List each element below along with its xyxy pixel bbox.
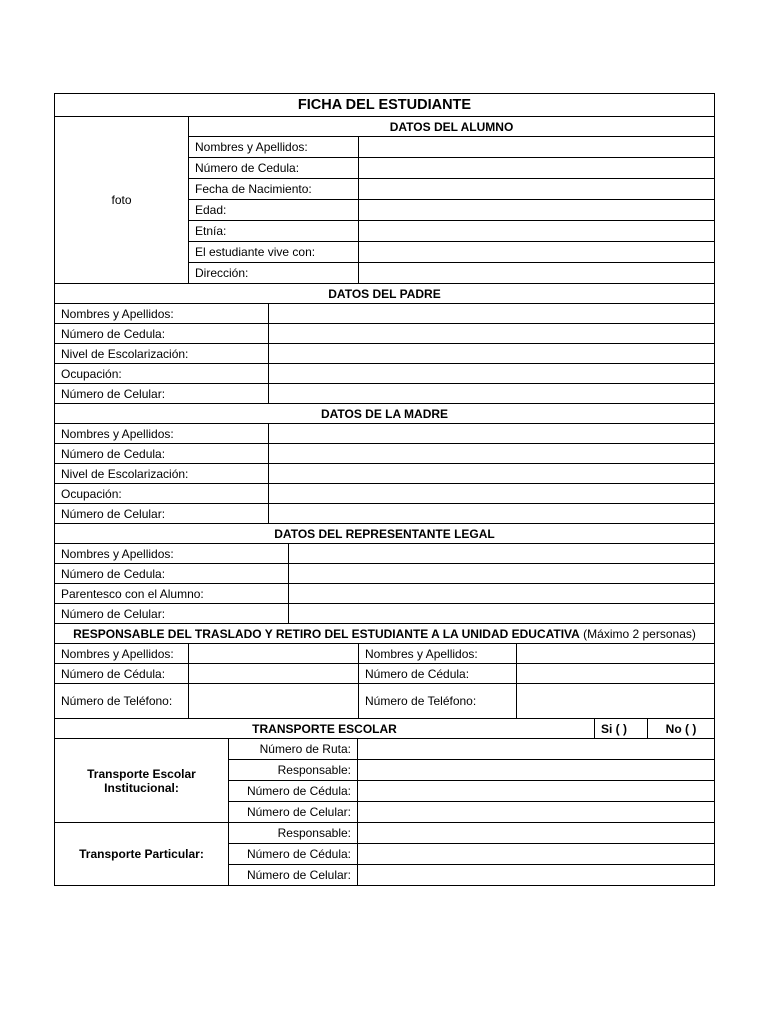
representante-celular-input[interactable] [289,604,715,624]
padre-nombres-input[interactable] [269,304,715,324]
institucional-celular-input[interactable] [358,802,715,823]
institucional-cedula-input[interactable] [358,781,715,802]
alumno-etnia-input[interactable] [359,221,715,242]
padre-field-label: Nivel de Escolarización: [55,344,269,364]
alumno-field-label: Número de Cedula: [189,158,359,179]
institucional-field-label: Número de Celular: [229,802,358,823]
transporte-heading: TRANSPORTE ESCOLAR [55,719,595,739]
traslado-heading-text: RESPONSABLE DEL TRASLADO Y RETIRO DEL ESTUDIANTE A LA UNIDAD EDUCATIVA [73,626,580,641]
alumno-field-label: El estudiante vive con: [189,242,359,263]
particular-field-label: Número de Cédula: [229,844,358,865]
institucional-field-label: Número de Cédula: [229,781,358,802]
alumno-vive-con-input[interactable] [359,242,715,263]
transporte-institucional-label: Transporte Escolar Institucional: [55,739,229,823]
particular-cedula-input[interactable] [358,844,715,865]
transporte-particular-label: Transporte Particular: [55,823,229,886]
alumno-field-label: Nombres y Apellidos: [189,137,359,158]
alumno-field-label: Fecha de Nacimiento: [189,179,359,200]
traslado-1-telefono-input[interactable] [189,684,359,719]
particular-celular-input[interactable] [358,865,715,886]
institucional-field-label: Número de Ruta: [229,739,358,760]
madre-ocupacion-input[interactable] [269,484,715,504]
traslado-2-nombres-input[interactable] [517,644,715,664]
madre-nombres-input[interactable] [269,424,715,444]
representante-field-label: Nombres y Apellidos: [55,544,289,564]
traslado-left-label: Número de Cédula: [55,664,189,684]
representante-parentesco-input[interactable] [289,584,715,604]
padre-field-label: Ocupación: [55,364,269,384]
particular-field-label: Número de Celular: [229,865,358,886]
alumno-heading: DATOS DEL ALUMNO [189,117,715,137]
madre-celular-input[interactable] [269,504,715,524]
traslado-heading [55,624,715,644]
representante-field-label: Parentesco con el Alumno: [55,584,289,604]
alumno-field-label: Edad: [189,200,359,221]
institucional-ruta-input[interactable] [358,739,715,760]
representante-heading: DATOS DEL REPRESENTANTE LEGAL [55,524,715,544]
padre-ocupacion-input[interactable] [269,364,715,384]
alumno-nacimiento-input[interactable] [359,179,715,200]
form-title: FICHA DEL ESTUDIANTE [55,94,715,117]
alumno-nombres-input[interactable] [359,137,715,158]
photo-box[interactable] [55,117,189,284]
alumno-direccion-input[interactable] [359,263,715,284]
representante-field-label: Número de Cedula: [55,564,289,584]
traslado-table [54,624,715,719]
traslado-2-telefono-input[interactable] [517,684,715,719]
padre-escolarizacion-input[interactable] [269,344,715,364]
traslado-right-label: Número de Cédula: [359,664,517,684]
madre-field-label: Nivel de Escolarización: [55,464,269,484]
transporte-no-option[interactable]: No ( ) [648,719,715,739]
madre-field-label: Ocupación: [55,484,269,504]
transporte-table [54,719,715,886]
particular-responsable-input[interactable] [358,823,715,844]
traslado-left-label: Nombres y Apellidos: [55,644,189,664]
madre-field-label: Nombres y Apellidos: [55,424,269,444]
padre-field-label: Número de Celular: [55,384,269,404]
padre-field-label: Nombres y Apellidos: [55,304,269,324]
alumno-field-label: Etnía: [189,221,359,242]
padre-celular-input[interactable] [269,384,715,404]
traslado-left-label: Número de Teléfono: [55,684,189,719]
representante-nombres-input[interactable] [289,544,715,564]
padres-table [54,284,715,524]
alumno-field-label: Dirección: [189,263,359,284]
transporte-si-option[interactable]: Si ( ) [595,719,648,739]
madre-escolarizacion-input[interactable] [269,464,715,484]
traslado-1-cedula-input[interactable] [189,664,359,684]
representante-cedula-input[interactable] [289,564,715,584]
madre-cedula-input[interactable] [269,444,715,464]
alumno-edad-input[interactable] [359,200,715,221]
alumno-table [54,93,715,284]
madre-heading: DATOS DE LA MADRE [55,404,715,424]
alumno-cedula-input[interactable] [359,158,715,179]
madre-field-label: Número de Celular: [55,504,269,524]
institucional-responsable-input[interactable] [358,760,715,781]
representante-table [54,524,715,624]
traslado-right-label: Número de Teléfono: [359,684,517,719]
padre-field-label: Número de Cedula: [55,324,269,344]
traslado-1-nombres-input[interactable] [189,644,359,664]
traslado-2-cedula-input[interactable] [517,664,715,684]
representante-field-label: Número de Celular: [55,604,289,624]
student-record-form [54,93,715,886]
padre-cedula-input[interactable] [269,324,715,344]
padre-heading: DATOS DEL PADRE [55,284,715,304]
traslado-heading-note: (Máximo 2 personas) [579,626,696,641]
photo-label: foto [111,193,132,207]
madre-field-label: Número de Cedula: [55,444,269,464]
institucional-field-label: Responsable: [229,760,358,781]
particular-field-label: Responsable: [229,823,358,844]
traslado-right-label: Nombres y Apellidos: [359,644,517,664]
